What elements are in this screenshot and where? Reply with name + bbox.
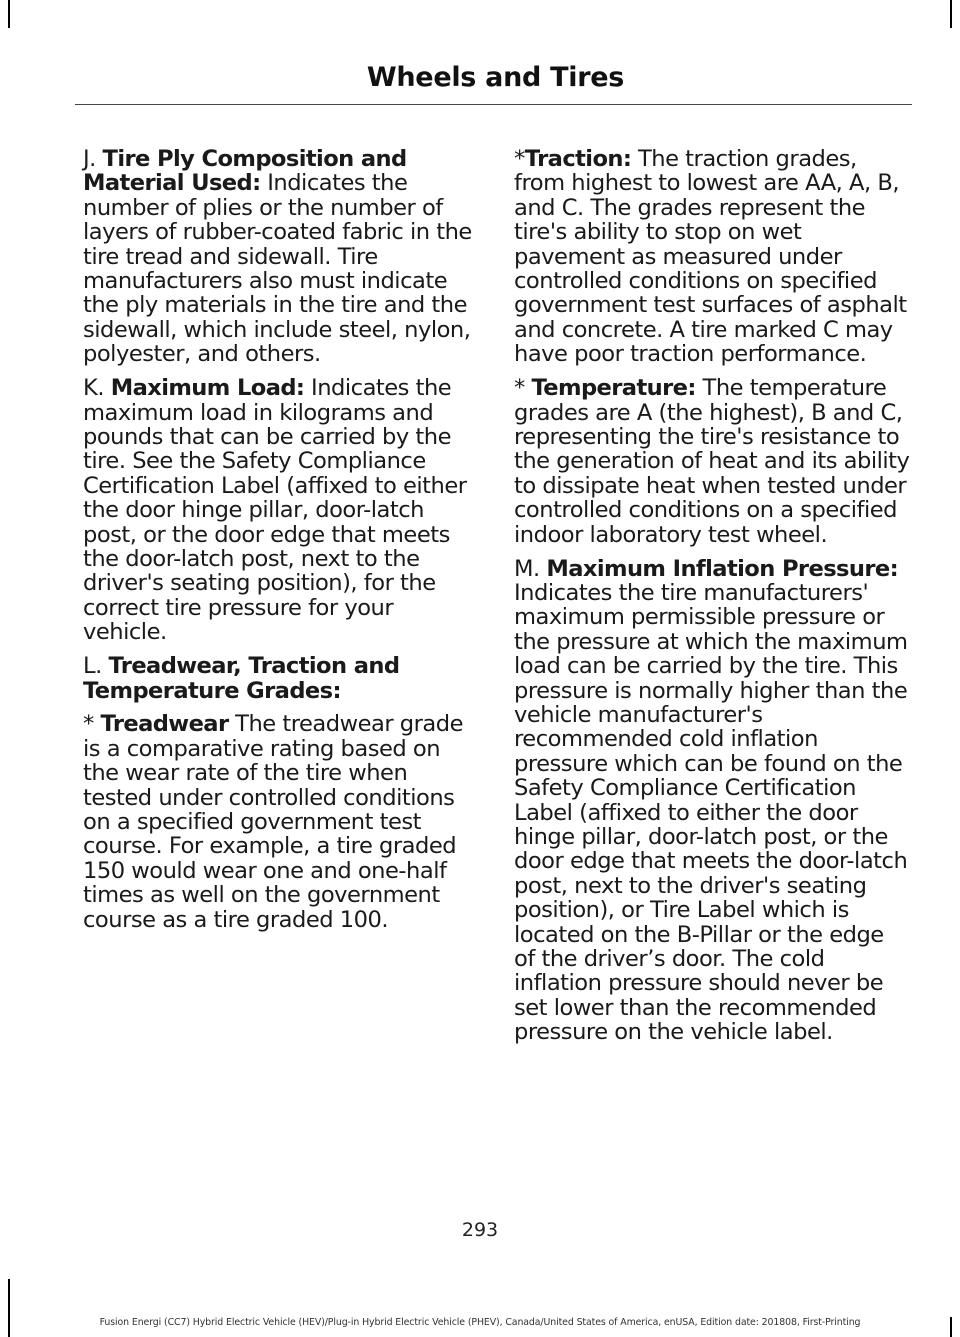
term: Treadwear, Traction and Temperature Grades: [83,653,400,704]
paragraph-traction [514,147,910,367]
definition: The temperature grades are A (the highest), B and C, representing the tire's resistance to the generation of heat and its ability to dissipate heat when tested under controlled conditions on a specified indoor laboratory test wheel. [514,375,910,548]
term: Treadwear [100,711,229,738]
definition: Indicates the maximum load in kilograms and pounds that can be carried by the tire. See the Safety Compliance Certification Label (affixed to either the door hinge pillar, door-latch post, or the door edge that meets the door-latch post, next to the driver's seating position), for the correct tire pressure for your vehicle. [83,375,467,646]
definition: The traction grades, from highest to lowest are AA, A, B, and C. The grades represent the tire's ability to stop on wet pavement as measured under controlled conditions on specified government test surfaces of asphalt and concrete. A tire marked C may have poor traction performance. [514,146,907,368]
page-title: Wheels and Tires [366,62,624,93]
header-divider [75,104,912,105]
paragraph-max-inflation-pressure [514,557,910,1045]
paragraph-maximum-load [83,376,479,644]
page-number: 293 [461,1219,499,1241]
term: Traction: [524,146,632,172]
term: Maximum Inflation Pressure: [546,555,899,582]
crop-mark-top-left [8,0,10,28]
paragraph-treadwear [83,712,479,932]
definition: Indicates the number of plies or the number of layers of rubber-coated fabric in the tire tread and sidewall. Tire manufacturers also must indicate the ply materials in the tire and the sidewall, which include steel, nylon, polyester, and others. [83,170,472,368]
definition: Indicates the tire manufacturers' maximum permissible pressure or the pressure at which the maximum load can be carried by the tire. This pressure is normally higher than the vehicle manufacturer's recommended cold inflation pressure which can be found on the Safety Compliance Certification Label (affixed to either the door hinge pillar, door-latch post, or the door edge that meets the door-latch post, next to the driver's seating position), or Tire Label which is located on the B-Pillar or the edge of the driver’s door. The cold inflation pressure should never be set lower than the recommended pressure on the vehicle label. [514,579,908,1046]
crop-mark-top-right [950,0,952,28]
left-column [83,147,479,942]
item-prefix: * [83,711,101,738]
definition: The treadwear grade is a comparative rating based on the wear rate of the tire when tested under controlled conditions on a specified government test course. For example, a tire graded 150 would wear one and one-half times as well on the government course as a tire graded 100. [83,711,464,933]
paragraph-grades-heading [83,654,479,703]
crop-mark-bottom-left [8,1279,10,1337]
item-prefix: J. [83,146,103,172]
term: Temperature: [531,375,696,402]
term: Tire Ply Composition and Material Used: [83,146,407,197]
footer-edition-info: Fusion Energi (CC7) Hybrid Electric Vehicle (HEV)/Plug-in Hybrid Electric Vehicle (PHEV), Canada/United States of America, enUSA, Edition date: 201808, First-Printing [99,1317,861,1328]
right-column [514,147,910,1054]
item-prefix: * [514,146,525,172]
paragraph-tire-ply [83,147,479,367]
item-prefix: L. [83,653,109,680]
item-prefix: * [514,375,532,402]
item-prefix: M. [514,555,547,582]
paragraph-temperature [514,376,910,547]
item-prefix: K. [83,375,111,402]
term: Maximum Load: [110,375,305,402]
